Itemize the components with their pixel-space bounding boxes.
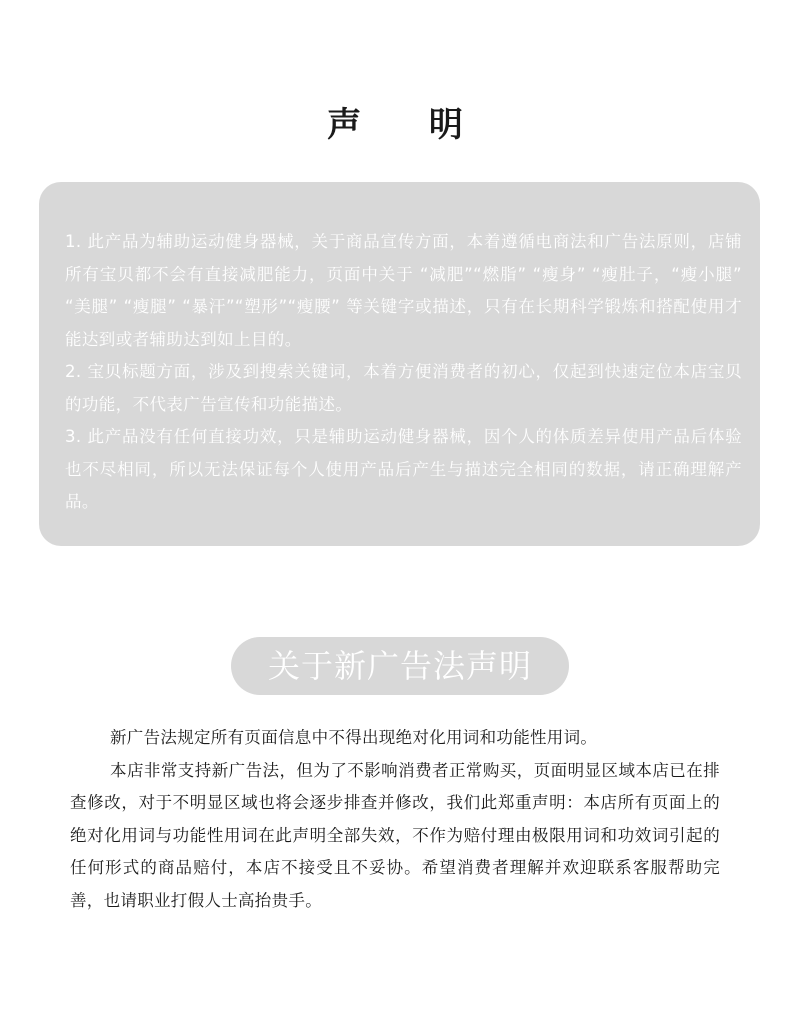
- statement-panel: [39, 182, 760, 546]
- ad-law-body: [70, 722, 720, 917]
- ad-law-heading: 关于新广告法声明: [231, 637, 569, 695]
- ad-law-paragraph-1: 新广告法规定所有页面信息中不得出现绝对化用词和功能性用词。: [110, 728, 598, 747]
- page-title: 声 明: [327, 105, 491, 145]
- statement-item-3: 3. 此产品没有任何直接功效，只是辅助运动健身器械，因个人的体质差异使用产品后体验也不尽相同，所以无法保证每个人使用产品后产生与描述完全相同的数据，请正确理解产品。: [65, 427, 742, 511]
- ad-law-paragraph-2: 本店非常支持新广告法，但为了不影响消费者正常购买，页面明显区域本店已在排查修改，对于不明显区域也将会逐步排查并修改，我们此郑重声明：本店所有页面上的绝对化用词与功能性用词在此声明全部失效，不作为赔付理由极限用词和功效词引起的任何形式的商品赔付，本店不接受且不妥协。希望消费者理解并欢迎联系客服帮助完善，也请职业打假人士高抬贵手。: [70, 760, 720, 910]
- statement-item-1: 1. 此产品为辅助运动健身器械，关于商品宣传方面，本着遵循电商法和广告法原则，店铺所有宝贝都不会有直接减肥能力，页面中关于 “减肥”“燃脂” “瘦身” “瘦肚子，“瘦小腿” “美腿” “瘦腿” “暴汗”“塑形”“瘦腰” 等关键字或描述，只有在长期科学锻炼和搭配使用才能达到或者辅助达到如上目的。: [65, 232, 742, 349]
- statement-item-2: 2. 宝贝标题方面，涉及到搜索关键词，本着方便消费者的初心，仅起到快速定位本店宝贝的功能，不代表广告宣传和功能描述。: [65, 362, 742, 414]
